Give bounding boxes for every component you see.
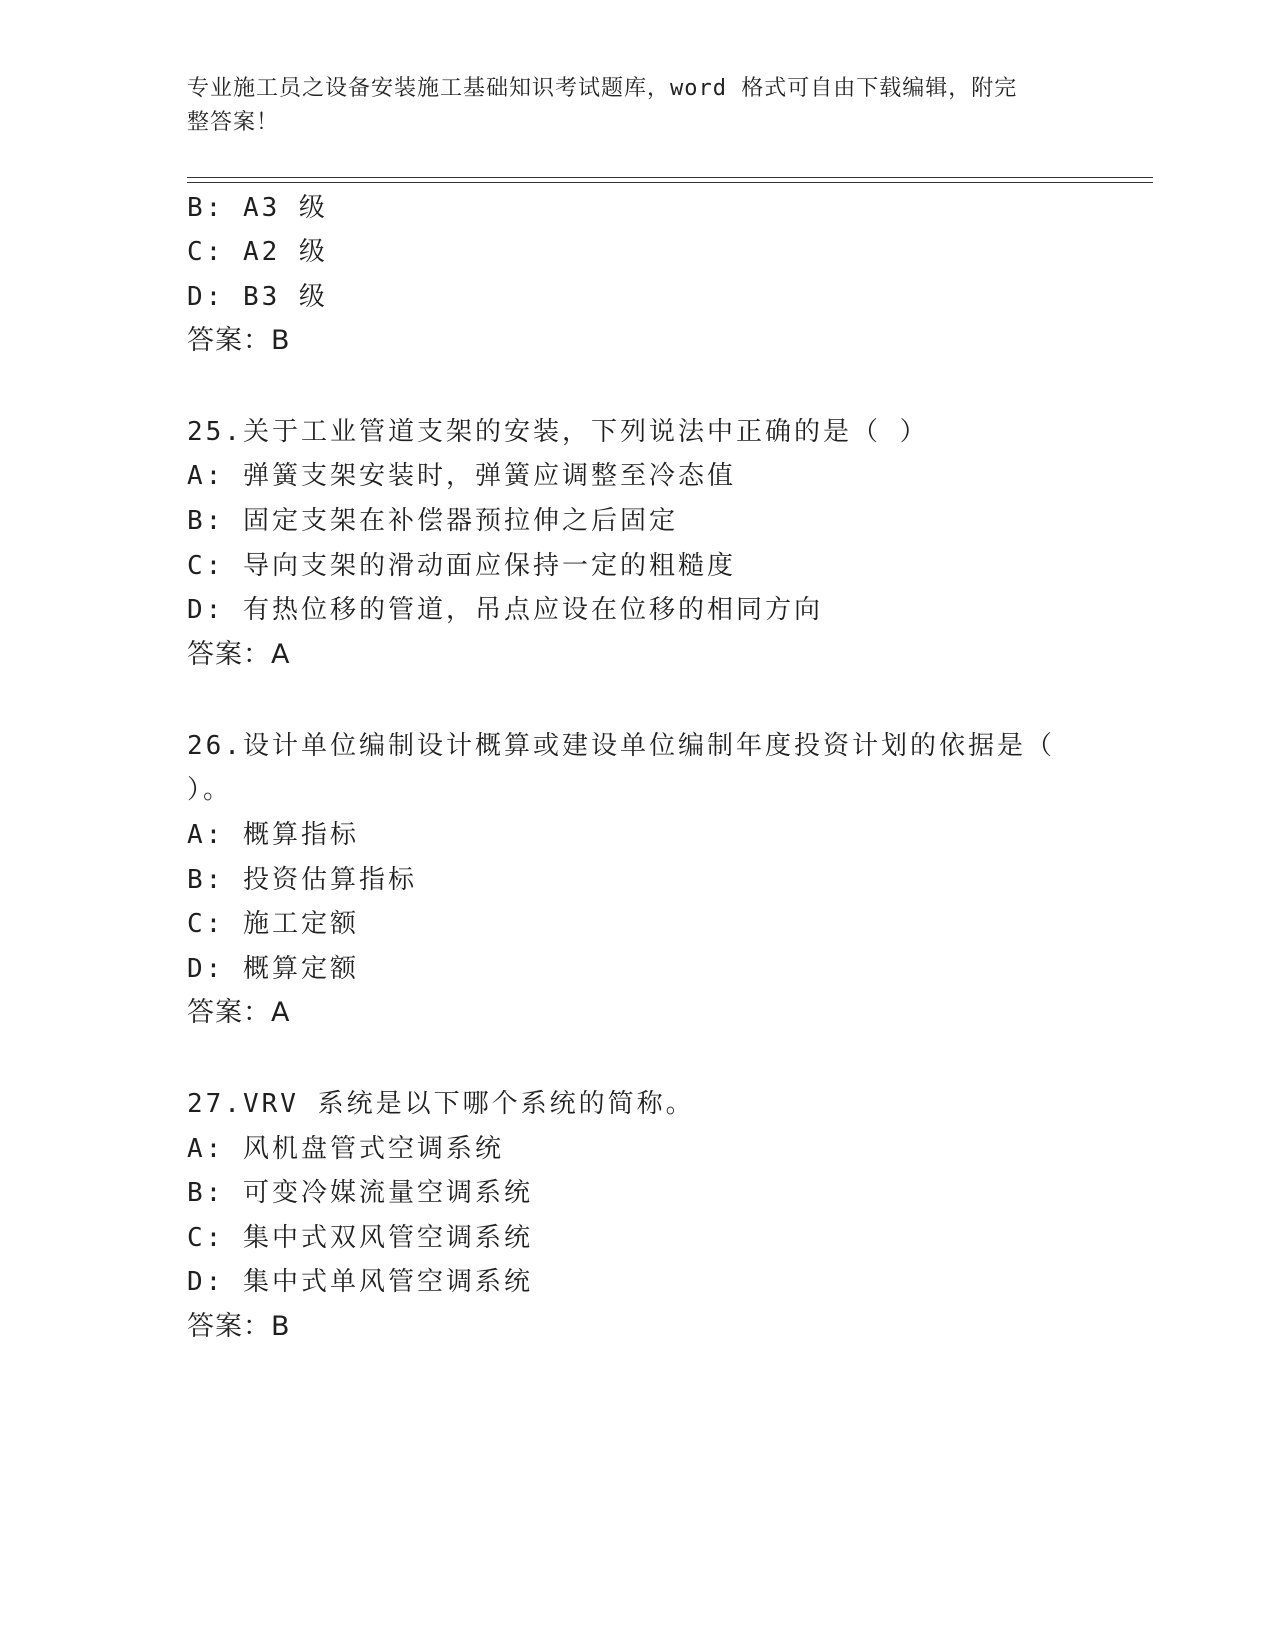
question-25-stem: 25.关于工业管道支架的安装，下列说法中正确的是（ ）: [187, 417, 929, 447]
question-26-stem-line1: 26.设计单位编制设计概算或建设单位编制年度投资计划的依据是（: [187, 731, 1055, 761]
question-27-answer: 答案：B: [187, 1311, 291, 1342]
page-header: [187, 72, 1067, 140]
question-26-option-b: B: 投资估算指标: [187, 865, 417, 895]
question-27-option-b: B: 可变冷媒流量空调系统: [187, 1178, 533, 1208]
question-27-stem: 27.VRV 系统是以下哪个系统的简称。: [187, 1089, 695, 1119]
prev-option-c: C: A2 级: [187, 237, 328, 267]
header-divider-top: [187, 177, 1153, 178]
prev-option-d: D: B3 级: [187, 282, 328, 312]
question-26-option-c: C: 施工定额: [187, 909, 359, 939]
question-27-option-c: C: 集中式双风管空调系统: [187, 1223, 533, 1253]
question-27-option-a: A: 风机盘管式空调系统: [187, 1134, 504, 1164]
header-line-1: 专业施工员之设备安装施工基础知识考试题库，word 格式可自由下载编辑，附完: [187, 76, 1018, 101]
header-divider-bottom: [187, 182, 1153, 183]
prev-answer: 答案：B: [187, 325, 291, 356]
question-26-stem-line2: ）。: [187, 775, 233, 805]
question-25-option-a: A: 弹簧支架安装时，弹簧应调整至冷态值: [187, 461, 736, 491]
question-25-option-d: D: 有热位移的管道，吊点应设在位移的相同方向: [187, 595, 823, 625]
header-line-2: 整答案！: [187, 110, 280, 135]
question-25-option-c: C: 导向支架的滑动面应保持一定的粗糙度: [187, 551, 736, 581]
question-25-answer: 答案：A: [187, 639, 291, 670]
question-26-answer: 答案：A: [187, 997, 291, 1028]
question-26-option-a: A: 概算指标: [187, 820, 359, 850]
question-25-option-b: B: 固定支架在补偿器预拉伸之后固定: [187, 506, 678, 536]
question-26-option-d: D: 概算定额: [187, 954, 359, 984]
prev-option-b: B: A3 级: [187, 193, 328, 223]
question-27-option-d: D: 集中式单风管空调系统: [187, 1267, 533, 1297]
